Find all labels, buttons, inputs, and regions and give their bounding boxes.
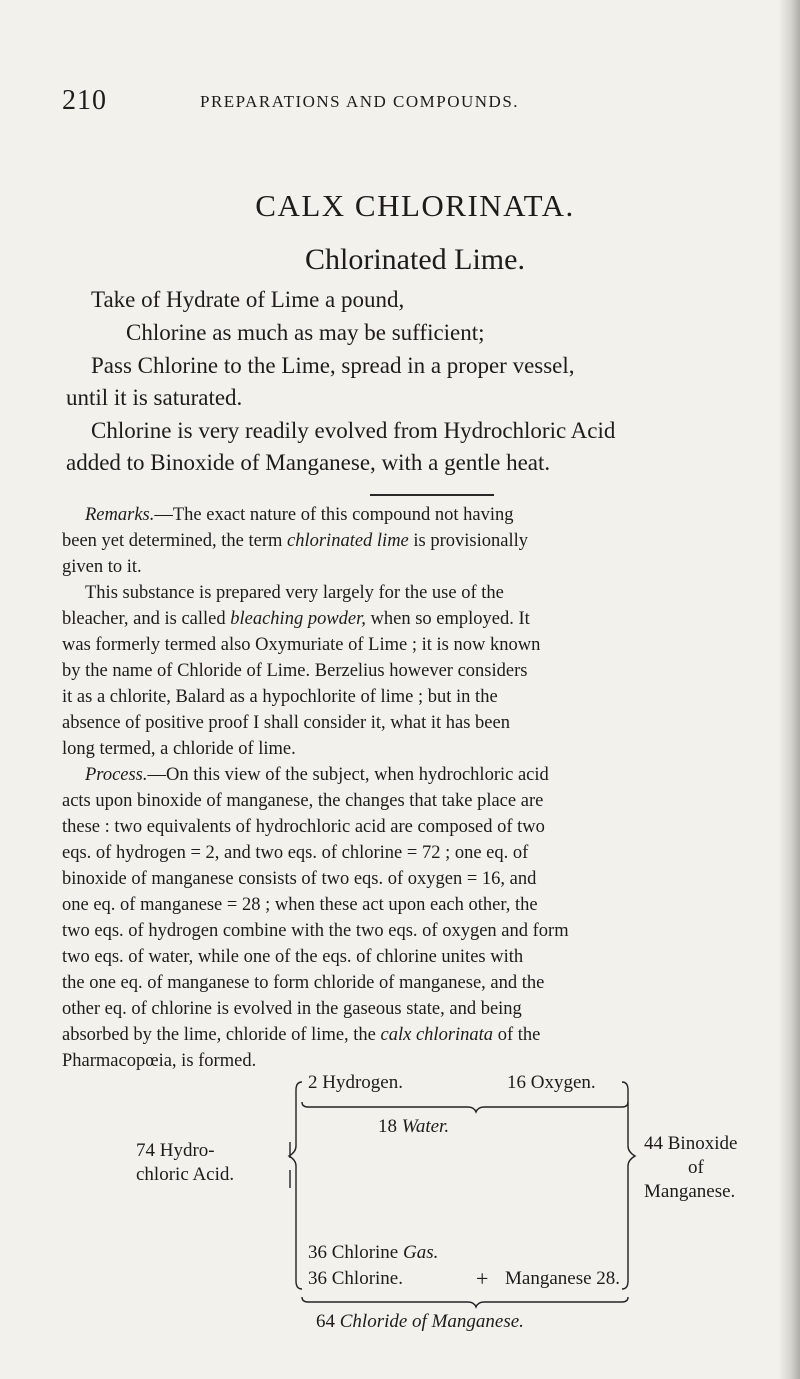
binoxide-label: of xyxy=(688,1157,704,1178)
remarks-line: been yet determined, the term chlorinated lime is provisionally xyxy=(62,531,529,551)
remarks-line: bleacher, and is called bleaching powder, when so employed. It xyxy=(62,609,530,629)
left-brace xyxy=(289,1082,302,1289)
chlorine-gas-label: 36 Chlorine Gas. xyxy=(308,1242,439,1263)
chloride-label: 64 Chloride of Manganese. xyxy=(316,1311,524,1332)
process-line: acts upon binoxide of manganese, the changes that take place are xyxy=(62,791,544,811)
remarks-line: long termed, a chloride of lime. xyxy=(62,739,296,759)
remarks-line: This substance is prepared very largely for the use of the xyxy=(85,583,504,603)
recipe-line: added to Binoxide of Manganese, with a gentle heat. xyxy=(66,450,551,475)
running-head: PREPARATIONS AND COMPOUNDS. xyxy=(200,92,520,111)
process-line: absorbed by the lime, chloride of lime, the calx chlorinata of the xyxy=(62,1025,541,1045)
acid-label: 74 Hydro- xyxy=(136,1140,215,1161)
binoxide-label: 44 Binoxide xyxy=(644,1133,738,1154)
process-label: Process. xyxy=(85,765,148,785)
water-label: 18 Water. xyxy=(378,1116,450,1137)
binoxide-label: Manganese. xyxy=(644,1181,736,1202)
recipe-line: until it is saturated. xyxy=(66,385,243,410)
process-line: other eq. of chlorine is evolved in the gaseous state, and being xyxy=(62,999,522,1019)
remarks-line: by the name of Chloride of Lime. Berzelius however considers xyxy=(62,661,528,681)
manganese-label: Manganese 28. xyxy=(505,1268,621,1289)
process-line: the one eq. of manganese to form chloride of manganese, and the xyxy=(62,973,545,993)
page-subtitle: Chlorinated Lime. xyxy=(305,243,525,276)
chloride-underbrace xyxy=(302,1297,628,1307)
process-line: two eqs. of water, while one of the eqs. of chlorine unites with xyxy=(62,947,524,967)
process-line: Pharmacopœia, is formed. xyxy=(62,1051,257,1071)
remarks-line: it as a chlorite, Balard as a hypochlorite of lime ; but in the xyxy=(62,687,498,707)
remarks-line: given to it. xyxy=(62,557,142,577)
recipe-line: Pass Chlorine to the Lime, spread in a proper vessel, xyxy=(91,353,575,378)
recipe-line: Chlorine as much as may be sufficient; xyxy=(126,320,485,345)
oxygen-label: 16 Oxygen. xyxy=(507,1072,596,1093)
process-line: eqs. of hydrogen = 2, and two eqs. of chlorine = 72 ; one eq. of xyxy=(62,843,529,863)
hydrogen-label: 2 Hydrogen. xyxy=(308,1072,403,1093)
acid-label: chloric Acid. xyxy=(136,1164,235,1185)
chlorine-label: 36 Chlorine. xyxy=(308,1268,403,1289)
recipe-line: Chlorine is very readily evolved from Hydrochloric Acid xyxy=(91,418,616,443)
process-line: one eq. of manganese = 28 ; when these act upon each other, the xyxy=(62,895,538,915)
recipe-line: Take of Hydrate of Lime a pound, xyxy=(91,287,405,312)
remarks-line: Remarks.—The exact nature of this compound not having xyxy=(85,505,514,525)
process-line: Process.—On this view of the subject, when hydrochloric acid xyxy=(85,765,549,785)
page-number: 210 xyxy=(62,85,107,116)
right-brace xyxy=(622,1082,635,1289)
water-underbrace xyxy=(302,1102,628,1112)
process-line: binoxide of manganese consists of two eqs. of oxygen = 16, and xyxy=(62,869,537,889)
remarks-line: was formerly termed also Oxymuriate of Lime ; it is now known xyxy=(62,635,541,655)
remarks-line: absence of positive proof I shall consider it, what it has been xyxy=(62,713,510,733)
remarks-label: Remarks. xyxy=(85,505,155,525)
plus-sign: + xyxy=(476,1266,489,1291)
process-line: two eqs. of hydrogen combine with the two eqs. of oxygen and form xyxy=(62,921,569,941)
process-line: these : two equivalents of hydrochloric acid are composed of two xyxy=(62,817,545,837)
page-title: CALX CHLORINATA. xyxy=(255,188,575,223)
